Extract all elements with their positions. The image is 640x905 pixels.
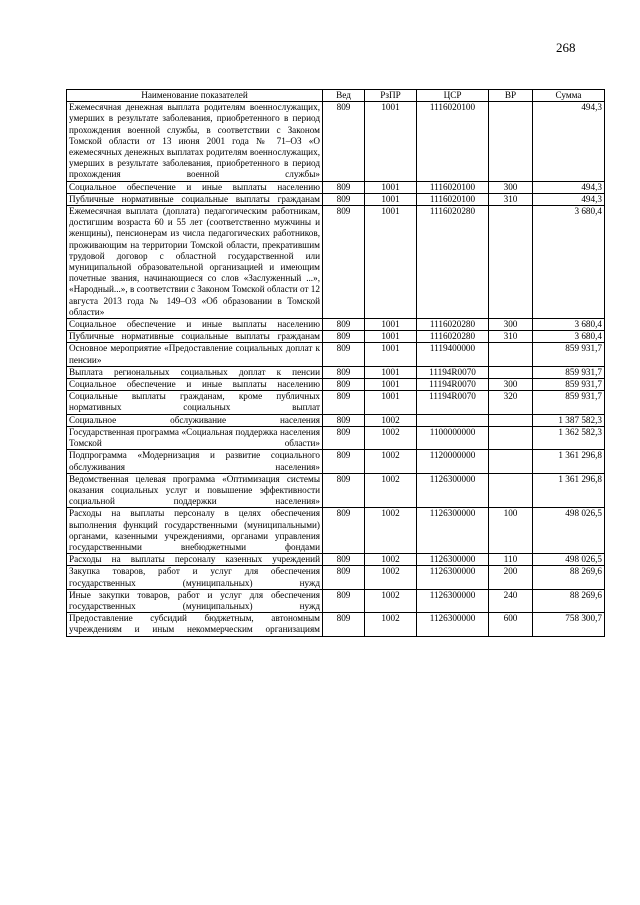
table-row (67, 343, 605, 366)
row-sum: 498 026,5 (533, 554, 605, 566)
row-sum: 1 361 296,8 (533, 473, 605, 508)
row-name: Закупка товаров, работ и услуг для обеспечения государственных (муниципальных) нужд (67, 566, 323, 589)
row-csr: 1100000000 (417, 426, 489, 449)
row-rzpr: 1001 (365, 181, 417, 193)
table-row (67, 450, 605, 473)
row-name: Социальное обеспечение и иные выплаты населению (67, 319, 323, 331)
row-vr (489, 473, 533, 508)
row-rzpr: 1002 (365, 450, 417, 473)
table-row (67, 426, 605, 449)
header-ved: Вед (323, 90, 365, 102)
table-row (67, 566, 605, 589)
row-csr: 1126300000 (417, 473, 489, 508)
row-rzpr: 1002 (365, 613, 417, 636)
row-name: Публичные нормативные социальные выплаты гражданам (67, 193, 323, 205)
row-rzpr: 1001 (365, 343, 417, 366)
row-csr: 1116020280 (417, 331, 489, 343)
row-rzpr: 1001 (365, 331, 417, 343)
row-sum: 1 361 296,8 (533, 450, 605, 473)
row-rzpr: 1002 (365, 589, 417, 612)
row-ved: 809 (323, 391, 365, 414)
row-name: Социальные выплаты гражданам, кроме публичных нормативных социальных выплат (67, 391, 323, 414)
row-sum: 3 680,4 (533, 331, 605, 343)
row-rzpr: 1001 (365, 319, 417, 331)
row-ved: 809 (323, 566, 365, 589)
row-ved: 809 (323, 414, 365, 426)
row-vr: 320 (489, 391, 533, 414)
row-rzpr: 1001 (365, 193, 417, 205)
row-name: Расходы на выплаты персоналу казенных учреждений (67, 554, 323, 566)
row-ved: 809 (323, 554, 365, 566)
row-sum: 88 269,6 (533, 566, 605, 589)
header-sum: Сумма (533, 90, 605, 102)
row-rzpr: 1001 (365, 206, 417, 319)
row-vr: 310 (489, 331, 533, 343)
row-vr (489, 206, 533, 319)
row-csr (417, 414, 489, 426)
row-sum: 3 680,4 (533, 319, 605, 331)
row-csr: 1116020280 (417, 206, 489, 319)
row-vr (489, 102, 533, 181)
row-ved: 809 (323, 589, 365, 612)
row-ved: 809 (323, 613, 365, 636)
header-name: Наименование показателей (67, 90, 323, 102)
table-row (67, 206, 605, 319)
row-csr: 1126300000 (417, 554, 489, 566)
row-name: Публичные нормативные социальные выплаты гражданам (67, 331, 323, 343)
table-row (67, 102, 605, 181)
row-name: Основное мероприятие «Предоставление социальных доплат к пенсии» (67, 343, 323, 366)
table-row (67, 589, 605, 612)
table-row (67, 554, 605, 566)
row-name: Социальное обеспечение и иные выплаты населению (67, 379, 323, 391)
row-ved: 809 (323, 379, 365, 391)
row-rzpr: 1001 (365, 391, 417, 414)
table-row (67, 319, 605, 331)
row-csr: 1126300000 (417, 566, 489, 589)
row-sum: 498 026,5 (533, 508, 605, 554)
row-ved: 809 (323, 319, 365, 331)
table-header-row (67, 90, 605, 102)
row-csr: 1116020100 (417, 102, 489, 181)
table-row (67, 366, 605, 378)
row-sum: 859 931,7 (533, 379, 605, 391)
row-vr: 100 (489, 508, 533, 554)
row-ved: 809 (323, 473, 365, 508)
table-row (67, 613, 605, 636)
table-row (67, 391, 605, 414)
row-rzpr: 1002 (365, 414, 417, 426)
row-vr (489, 343, 533, 366)
row-vr: 300 (489, 181, 533, 193)
row-name: Иные закупки товаров, работ и услуг для обеспечения государственных (муниципальных) нужд (67, 589, 323, 612)
row-ved: 809 (323, 102, 365, 181)
row-csr: 1119400000 (417, 343, 489, 366)
table-row (67, 181, 605, 193)
row-sum: 494,3 (533, 193, 605, 205)
row-rzpr: 1002 (365, 554, 417, 566)
row-ved: 809 (323, 366, 365, 378)
row-vr: 600 (489, 613, 533, 636)
table-row (67, 508, 605, 554)
row-csr: 1126300000 (417, 613, 489, 636)
row-ved: 809 (323, 450, 365, 473)
row-sum: 1 362 582,3 (533, 426, 605, 449)
row-sum: 859 931,7 (533, 343, 605, 366)
row-sum: 758 300,7 (533, 613, 605, 636)
row-sum: 494,3 (533, 181, 605, 193)
row-csr: 1116020100 (417, 193, 489, 205)
table-row (67, 193, 605, 205)
row-csr: 1126300000 (417, 508, 489, 554)
row-name: Расходы на выплаты персоналу в целях обеспечения выполнения функций государственными (муниципальными) органами, казенными учреждениями, органами управления государственными внебюджетными фондами (67, 508, 323, 554)
row-ved: 809 (323, 343, 365, 366)
row-csr: 11194R0070 (417, 366, 489, 378)
row-csr: 1116020280 (417, 319, 489, 331)
row-vr: 110 (489, 554, 533, 566)
row-vr (489, 426, 533, 449)
row-name: Предоставление субсидий бюджетным, автономным учреждениям и иным некоммерческим организациям (67, 613, 323, 636)
row-name: Социальное обеспечение и иные выплаты населению (67, 181, 323, 193)
row-rzpr: 1002 (365, 508, 417, 554)
row-sum: 3 680,4 (533, 206, 605, 319)
row-rzpr: 1002 (365, 473, 417, 508)
row-ved: 809 (323, 193, 365, 205)
row-name: Ведомственная целевая программа «Оптимизация системы оказания социальных услуг и повышение эффективности социальной поддержки населения» (67, 473, 323, 508)
row-rzpr: 1001 (365, 102, 417, 181)
row-sum: 859 931,7 (533, 391, 605, 414)
row-vr (489, 414, 533, 426)
row-vr: 240 (489, 589, 533, 612)
header-csr: ЦСР (417, 90, 489, 102)
row-csr: 11194R0070 (417, 391, 489, 414)
row-vr: 200 (489, 566, 533, 589)
row-rzpr: 1002 (365, 566, 417, 589)
row-csr: 1126300000 (417, 589, 489, 612)
row-rzpr: 1001 (365, 366, 417, 378)
row-csr: 11194R0070 (417, 379, 489, 391)
row-name: Выплата региональных социальных доплат к пенсии (67, 366, 323, 378)
row-vr: 300 (489, 379, 533, 391)
row-csr: 1120000000 (417, 450, 489, 473)
table-row (67, 414, 605, 426)
row-ved: 809 (323, 331, 365, 343)
row-sum: 1 387 582,3 (533, 414, 605, 426)
row-name: Государственная программа «Социальная поддержка населения Томской области» (67, 426, 323, 449)
table-row (67, 379, 605, 391)
table-row (67, 331, 605, 343)
header-rzpr: РзПР (365, 90, 417, 102)
row-rzpr: 1001 (365, 379, 417, 391)
row-csr: 1116020100 (417, 181, 489, 193)
row-vr (489, 450, 533, 473)
row-rzpr: 1002 (365, 426, 417, 449)
row-sum: 859 931,7 (533, 366, 605, 378)
row-name: Подпрограмма «Модернизация и развитие социального обслуживания населения» (67, 450, 323, 473)
budget-table (66, 89, 605, 637)
row-vr (489, 366, 533, 378)
row-sum: 494,3 (533, 102, 605, 181)
row-ved: 809 (323, 181, 365, 193)
row-ved: 809 (323, 206, 365, 319)
row-vr: 310 (489, 193, 533, 205)
page-number: 268 (556, 40, 576, 55)
row-vr: 300 (489, 319, 533, 331)
row-ved: 809 (323, 508, 365, 554)
row-name: Социальное обслуживание населения (67, 414, 323, 426)
header-vr: ВР (489, 90, 533, 102)
table-row (67, 473, 605, 508)
row-sum: 88 269,6 (533, 589, 605, 612)
row-name: Ежемесячная выплата (доплата) педагогическим работникам, достигшим возраста 60 и 55 лет (соответственно мужчины и женщины), пенсионерам из числа педагогических работников, проживающим на территории Томской области, прекратившим трудовой договор с областной государственной или муниципальной образовательной организацией и имеющим почетные звания, начинающиеся со слов «Заслуженный ...», «Народный...», в соответствии с Законом Томской области от 12 августа 2013 года № 149–ОЗ «Об образовании в Томской области» (67, 206, 323, 319)
row-name: Ежемесячная денежная выплата родителям военнослужащих, умерших в результате заболевания, приобретенного в период прохождения военной службы, в соответствии с Законом Томской области от 13 июня 2001 года № 71–ОЗ «О ежемесячных денежных выплатах родителям военнослужащих, умерших в результате заболевания, приобретенного в период прохождения военной службы» (67, 102, 323, 181)
row-ved: 809 (323, 426, 365, 449)
